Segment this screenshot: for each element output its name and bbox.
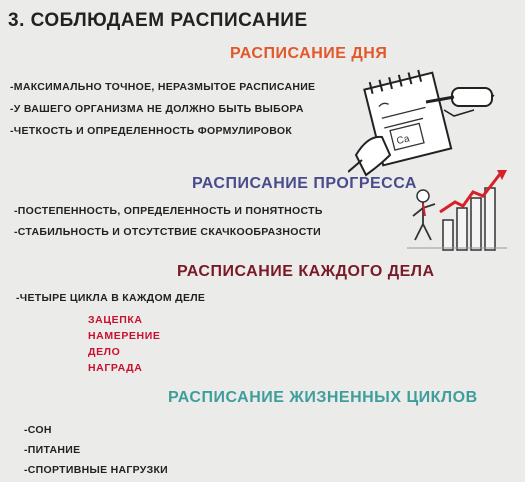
page-title: 3. СОБЛЮДАЕМ РАСПИСАНИЕ — [8, 10, 308, 31]
list-item: -СОН — [24, 424, 52, 436]
list-item: -СТАБИЛЬНОСТЬ И ОТСУТСТВИЕ СКАЧКООБРАЗНОСТИ — [14, 226, 321, 238]
list-item: -МАКСИМАЛЬНО ТОЧНОЕ, НЕРАЗМЫТОЕ РАСПИСАНИЕ — [10, 81, 316, 93]
cycle-item: НАГРАДА — [88, 362, 143, 374]
list-item: -ПОСТЕПЕННОСТЬ, ОПРЕДЕЛЕННОСТЬ И ПОНЯТНОСТЬ — [14, 205, 323, 217]
growth-chart-icon — [405, 168, 515, 256]
section-heading-life: РАСПИСАНИЕ ЖИЗНЕННЫХ ЦИКЛОВ — [168, 389, 478, 406]
cycle-item: ЗАЦЕПКА — [88, 314, 143, 326]
list-item: -ЧЕТЫРЕ ЦИКЛА В КАЖДОМ ДЕЛЕ — [16, 292, 206, 304]
list-item: -СПОРТИВНЫЕ НАГРУЗКИ — [24, 464, 169, 476]
cycle-item: НАМЕРЕНИЕ — [88, 330, 161, 342]
list-item: -ЧЕТКОСТЬ И ОПРЕДЕЛЕННОСТЬ ФОРМУЛИРОВОК — [10, 125, 293, 137]
list-item: -У ВАШЕГО ОРГАНИЗМА НЕ ДОЛЖНО БЫТЬ ВЫБОРА — [10, 103, 304, 115]
svg-text:Ca: Ca — [395, 133, 411, 148]
list-item: -ПИТАНИЕ — [24, 444, 81, 456]
notepad-hand-icon — [348, 60, 498, 185]
section-heading-task: РАСПИСАНИЕ КАЖДОГО ДЕЛА — [177, 263, 435, 280]
cycle-item: ДЕЛО — [88, 346, 121, 358]
section-heading-progress: РАСПИСАНИЕ ПРОГРЕССА — [192, 175, 417, 192]
section-heading-day: РАСПИСАНИЕ ДНЯ — [230, 45, 388, 62]
